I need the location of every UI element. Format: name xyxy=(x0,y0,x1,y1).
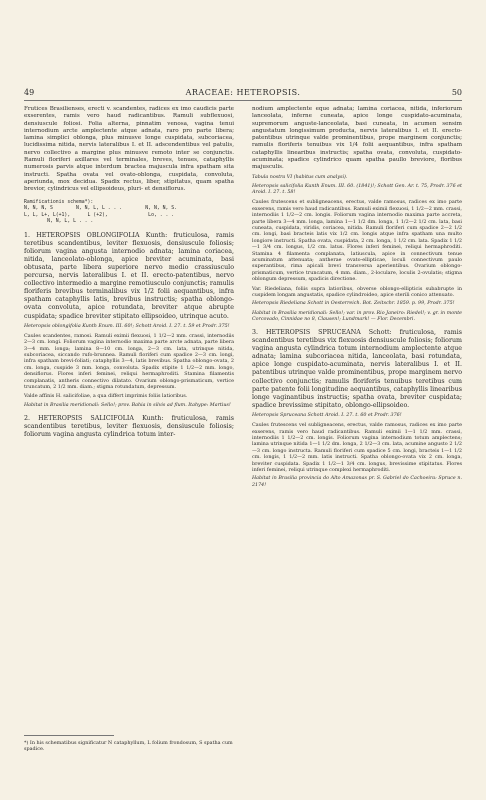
species-heading: 3. HETEROPSIS SPRUCEANA Schott: fruticulosa, ramis scandentibus teretibus vix flexuosis densiuscule foliosis; foliorum vagina angusta cylindrica totum internodium amplectente atque adnata; lamina subcoriacea nitida, lanceolata, basi rotundata, apice longe cuspidato-acuminata, nervis lateralibus I. et II. patentibus utrinque valde prominentibus, prope marginem nervo collectivo conjunctis; ramulis floriferis tenuibus teretibus cum parte patente folii longitudine aequantibus, cataphyllis linearibus longe vaginantibus instructis; spatha ovata, breviter cuspidata; spadice brevissime stipitato, oblongo-ellipsoideo. xyxy=(252,328,462,409)
ramification-scheme-line: N, N, L, L . . . xyxy=(24,219,94,225)
paragraph: Valde affinis H. salicifoliae, a qua differt imprimis foliis latioribus. xyxy=(24,393,188,400)
footnote-rule xyxy=(24,735,114,736)
paragraph: Var. Riedeliana, foliis supra latioribus, obverse oblongo-ellipticis subabrupte in cuspidem longam angustatis, spadice cylindroideo, apice sterili conico attenuato. xyxy=(252,285,462,298)
citation: Tabula nostra VI (habitus cum analysi). xyxy=(252,174,348,180)
paragraph: nodium amplectente eque adnata; lamina coriacea, nitida, inferiorum lanceolata, inferne cuneata, apice longe cuspidato-acuminata, supremorum anguste-lanceolata, basi cuneata, in acumen sensim angustatum longissimum producta, nervis lateralibus I. et II. erecto-patentibus utrinque valde prominentibus, prope marginem conjunctis; ramulis floriferis tenuibus vix 1/4 folii aequantibus, infra spatham cataphyllis linearibus instructis; spatha ovata, convoluta, cuspidato-acuminata; spadice cylindrico quam spatha paullo breviore, floribus majusculis. xyxy=(252,106,462,171)
ramification-scheme-line: N, N, N, S N, N, L, L . . . N, N, N, S. xyxy=(24,206,178,212)
header-rule xyxy=(24,100,462,101)
paragraph: Frutices Brasilienses, erecti v. scandentes, radices ex imo caudicis parte exserentes, ramis vero haud radicantibus. Ramuli subflexuosi, densiuscule foliosi. Folia alterna, pinnatim venosa, vagina tenui internodium arcte amplectente atque adnata, raro pro parte libera; lamina simplici oblonga, plus minusve longe cuspidata, subcoriacea, lucidissima nitida, nervis lateralibus I. et II. adscendentibus vel patulis, nervo collectivo a margine plus minusve remoto inter se conjunctis. Ramuli floriferi axillares vel terminales, breves, tenues, cataphyllis numerosis parvis atque interdum bractea majuscula infra spatham sita instructi. Spatha ovata vel ovato-oblonga, cuspidata, convoluta, aperiunda, mox decidua. Spadix rectus, liber, stipitatus, quam spatha brevior, cylindricus vel ellipsoideus, pluri- et densiflorus. xyxy=(24,106,234,193)
running-title: ARACEAE: HETEROPSIS. xyxy=(185,88,301,97)
species-heading: 2. HETEROPSIS SALICIFOLIA Kunth: fruticulosa, ramis scandentibus teretibus, leviter flexuosis, densiuscule foliosis; foliorum vagina angusta cylindrica totum inter- xyxy=(24,415,234,439)
citation: Habitat in Brasilia provincia do Alto Amazonas pr. S. Gabriel do Cachoeira: Spruce n. 2174! xyxy=(252,476,462,488)
left-column xyxy=(24,106,234,439)
paragraph: Caules frutescens vel subligneacens, erectus, valde ramosus, radices ex imo parte exserens, ramis vero haud radicantibus. Ramuli eximii 1—1 1/2 mm. crassi, internodiis 1 1/2—2 cm. longis. Foliorum vagina internodium totum amplectens; lamina utrinque nitida 1—1 1/2 dm. longa, 2 1/2—3 cm. lata, acumine angusto 2 1/2—3 cm. longo instructa. Ramuli floriferi cum spadice 5 cm. longi, bracteis 1—1 1/2 cm. longis, 1 1/2—2 mm. latis instructi. Spatha oblongo-ovata vix 2 cm. longa, breviter cuspidata. Spadix 1 1/2—1 3/4 cm. longus, brevissime stipitatus. Flores inferi feminei, reliqui utrinque complexi hermaphroditi. xyxy=(252,422,462,473)
citation: Heteropsis salicifolia Kunth Enum. III. 60. (1841)!; Schott Gen. Ar. t. 75, Prodr. 376 et Aroid. I. 27. t. 58! xyxy=(252,183,462,196)
page-header xyxy=(24,88,462,100)
ramification-scheme-line: Ramificationis schema*): xyxy=(24,199,94,205)
citation: Heteropsis oblongifolia Kunth Enum. III. 60!; Schott Aroid. I. 27. t. 59 et Prodr. 375! xyxy=(24,323,230,329)
page-number-left: 49 xyxy=(24,88,35,97)
page-number-right: 50 xyxy=(451,88,462,97)
species-heading: 1. HETEROPSIS OBLONGIFOLIA Kunth: fruticulosa, ramis teretibus scandentibus, leviter flexuosis, densiuscule foliosis; foliorum vagina angusta internodio adnata; lamina coriacea, nitida, lanceolato-oblonga, apice breviter acuminata, basi obtusata, parte libera superiore nervo medio crassiusculo percursa, nervis lateralibus I. et II. erecto-patentibus, nervo collectivo intermedio a margine remotiusculo conjunctis; ramulis floriferis brevibus terminalibus vix 1/2 folii aequantibus, infra spatham cataphyllis latis, brevibus instructis; spatha oblongo-ovata convoluta, apice rotundata, breviter atque abrupte cuspidata; spadice breviter stipitato ellipsoideo, utrinque acuto. xyxy=(24,231,234,320)
citation: Heteropsis Spruceana Schott Aroid. I. 27. t. 60 et Prodr. 376! xyxy=(252,412,402,418)
citation: Habitat in Brasilia meridionali: Sello!; prov. Bahia in silvis ad flum. Itahype: Martius! xyxy=(24,402,231,408)
paragraph: Caules frutescens et subligneacens, erectus, valde ramosus, radices ex imo parte exserens, ramis vero haud radicantibus. Ramuli eximii flexuosi, 1 1/2—2 mm. crassi, internodiis 1 1/2—2 cm. longis. Foliorum vagina internodio maxima parte accreta, parte libera 3—4 mm. longa, lamina 1—1 1/2 dm. longa, 1 1/2—2 1/2 cm. lata, basi cuneata, cuspidata, viridis, coriacea, nitida. Ramuli floriferi cum spadice 2—2 1/2 cm. longi, basi bracteis latis vix 1/2 cm. longis atque infra spatham una multo longiore instructi. Spatha ovata, cuspidata, 2 cm. longa, 1 1/2 cm. lata. Spadix 1 1/2—1 3/4 cm. longus, 1/2 cm. latus. Flores inferi feminei, reliqui hermaphroditi. Stamina 4 filamenta complanata, latiuscula, apice in connectivum tenue acuminatum attenuata; antherae ovato-ellipticae, loculi connectivum paulo superantibus, rima apicali brevi transversa aperientibus. Ovarium oblongo-prismaticum, vertice truncatum, 4 mm. diam., 2-loculare, loculis 2-ovulatis; stigma oblongum depressum, spadicis directione. xyxy=(252,199,462,283)
citation: Heteropsis Riedeliana Schott in Oesterreich. Bot. Zeitschr. 1859. p. 99, Prodr. 375! xyxy=(252,301,455,307)
ramification-scheme-line: L, L, L+, L(+1), L (+2), Lo, . . . xyxy=(24,212,175,218)
footnote: *) In his schematibus significatur N cataphyllum, L folium frondosum, S spatha cum spadice. xyxy=(24,740,233,753)
citation: Habitat in Brasilia meridionali: Sello!; var. in prov. Rio Janeiro: Riedel!; v. gr. in monte Corcovado, Cinnidae no 8, Clausen!; Lundmark! — Flor. Decembri. xyxy=(252,310,462,322)
right-column xyxy=(252,106,462,489)
paragraph: Caules scandentes, ramosi. Ramuli eximii flexuosi, 1 1/2—2 mm. crassi, internodiis 2—3 cm. longi. Foliorum vagina internodio maxima parte arcte adnata, parte libera 3—4 mm. longa; lamina 8—10 cm. longa, 2—3 cm. lata, utrinque nitida, subcoriacea, siccando rufo-brunnea. Ramuli floriferi cum spadice 2—3 cm. longi, infra spatham brevi-foliati; cataphyllis 3—4, latis brevibus. Spatha oblongo-ovata, 2 cm. longa, cuspide 3 mm. longa, convoluta. Spadix stipite 1 1/2—2 mm. longo, densiflorus. Flores inferi feminei, reliqui hermaphroditi. Stamina filamentis complanatis, antheris connectivo dilatato. Ovarium oblongo-prismaticum, vertice truncatum, 2 1/2 mm. diam.; stigma rotundatum, depressum. xyxy=(24,332,234,391)
